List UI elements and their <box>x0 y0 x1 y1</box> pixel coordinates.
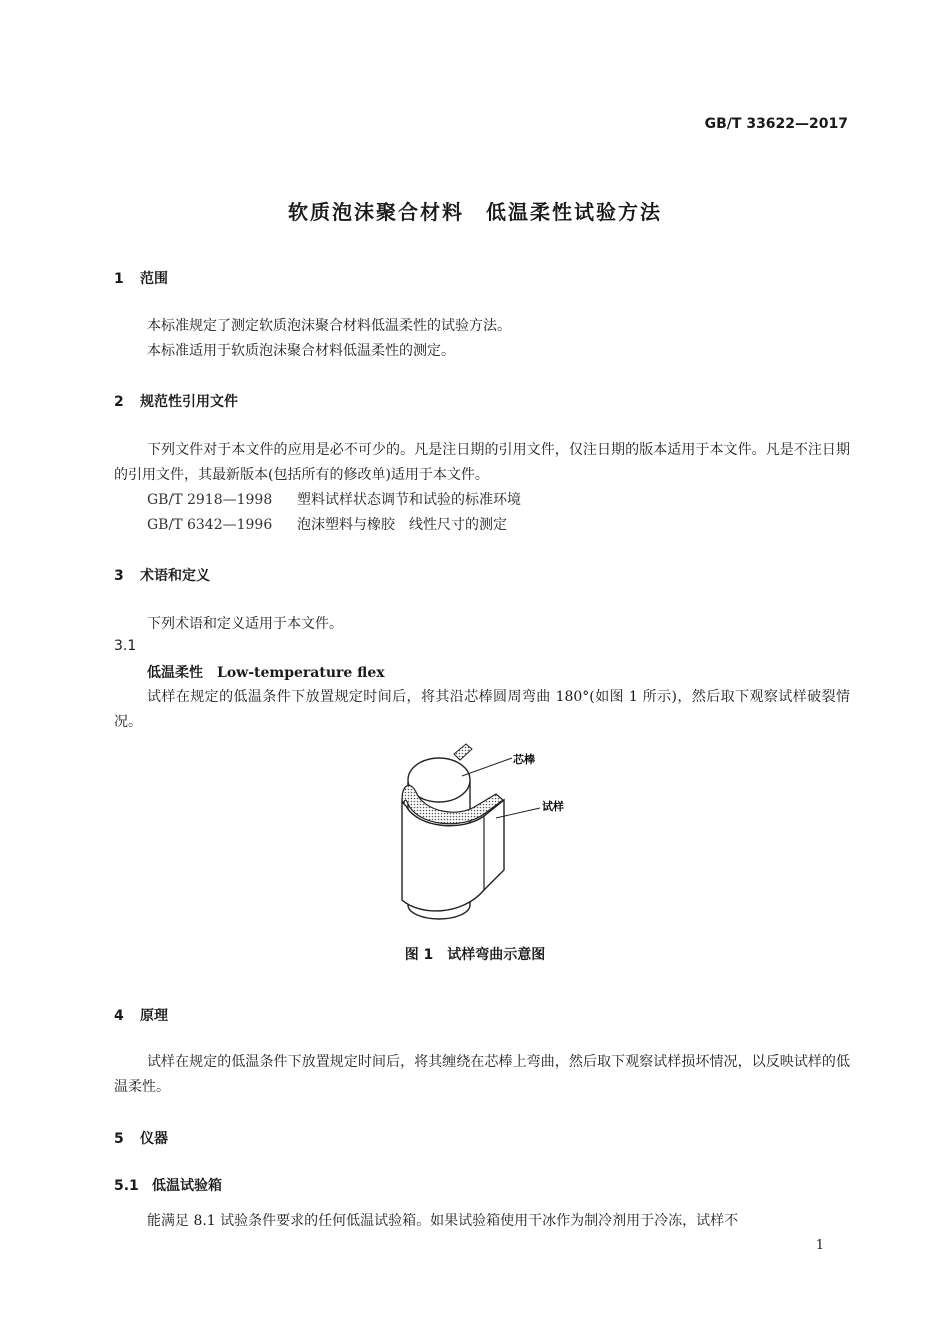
figure-1 <box>380 740 580 934</box>
section-title: 术语和定义 <box>140 568 210 584</box>
reference-item <box>147 489 521 509</box>
reference-title: 塑料试样状态调节和试验的标准环境 <box>297 492 521 508</box>
section-number: 3 <box>114 568 124 584</box>
page-number: 1 <box>815 1238 824 1253</box>
specimen-label: 试样 <box>542 800 564 813</box>
subsection-title: 低温试验箱 <box>152 1178 222 1194</box>
section-4-heading <box>114 1005 168 1025</box>
section-title: 规范性引用文件 <box>140 394 238 410</box>
section-3-heading <box>114 565 210 585</box>
section-4-paragraph: 试样在规定的低温条件下放置规定时间后，将其缠绕在芯棒上弯曲，然后取下观察试样损坏情况，以反映试样的低温柔性。 <box>114 1054 850 1095</box>
standard-code: GB/T 33622—2017 <box>704 116 848 132</box>
term-heading <box>147 662 385 682</box>
section-title: 仪器 <box>140 1131 168 1147</box>
subsection-number: 5.1 <box>114 1178 139 1194</box>
reference-code: GB/T 6342—1996 <box>147 517 273 533</box>
section-1-paragraph-1: 本标准规定了测定软质泡沫聚合材料低温柔性的试验方法。 <box>147 318 511 334</box>
reference-code: GB/T 2918—1998 <box>147 492 273 508</box>
figure-1-caption: 图 1 试样弯曲示意图 <box>404 947 546 963</box>
subsection-5-1-heading <box>114 1175 222 1195</box>
term-definition: 试样在规定的低温条件下放置规定时间后，将其沿芯棒圆周弯曲 180°(如图 1 所示)，然后取下观察试样破裂情况。 <box>114 689 850 730</box>
mandrel-bending-diagram <box>380 740 580 930</box>
section-title: 原理 <box>140 1008 168 1024</box>
term-number: 3.1 <box>114 638 137 654</box>
section-number: 5 <box>114 1131 124 1147</box>
term-name-zh: 低温柔性 <box>147 665 203 681</box>
section-3-intro: 下列术语和定义适用于本文件。 <box>147 616 343 632</box>
subsection-5-1-paragraph: 能满足 8.1 试验条件要求的任何低温试验箱。如果试验箱使用干冰作为制冷剂用于冷冻，试样不 <box>147 1213 739 1229</box>
section-1-paragraph-2: 本标准适用于软质泡沫聚合材料低温柔性的测定。 <box>147 343 455 359</box>
section-2-heading <box>114 391 238 411</box>
mandrel-label: 芯棒 <box>513 753 535 766</box>
section-2-intro: 下列文件对于本文件的应用是必不可少的。凡是注日期的引用文件，仅注日期的版本适用于本文件。凡是不注日期的引用文件，其最新版本(包括所有的修改单)适用于本文件。 <box>114 442 850 483</box>
reference-item <box>147 514 507 534</box>
section-number: 4 <box>114 1008 124 1024</box>
section-1-heading <box>114 268 168 288</box>
section-5-heading <box>114 1128 168 1148</box>
term-name-en: Low-temperature flex <box>217 665 385 681</box>
section-number: 1 <box>114 271 124 287</box>
document-title: 软质泡沫聚合材料 低温柔性试验方法 <box>288 200 662 224</box>
mandrel-leader-line <box>462 758 512 776</box>
section-title: 范围 <box>140 271 168 287</box>
reference-title: 泡沫塑料与橡胶 线性尺寸的测定 <box>297 517 507 533</box>
section-number: 2 <box>114 394 124 410</box>
